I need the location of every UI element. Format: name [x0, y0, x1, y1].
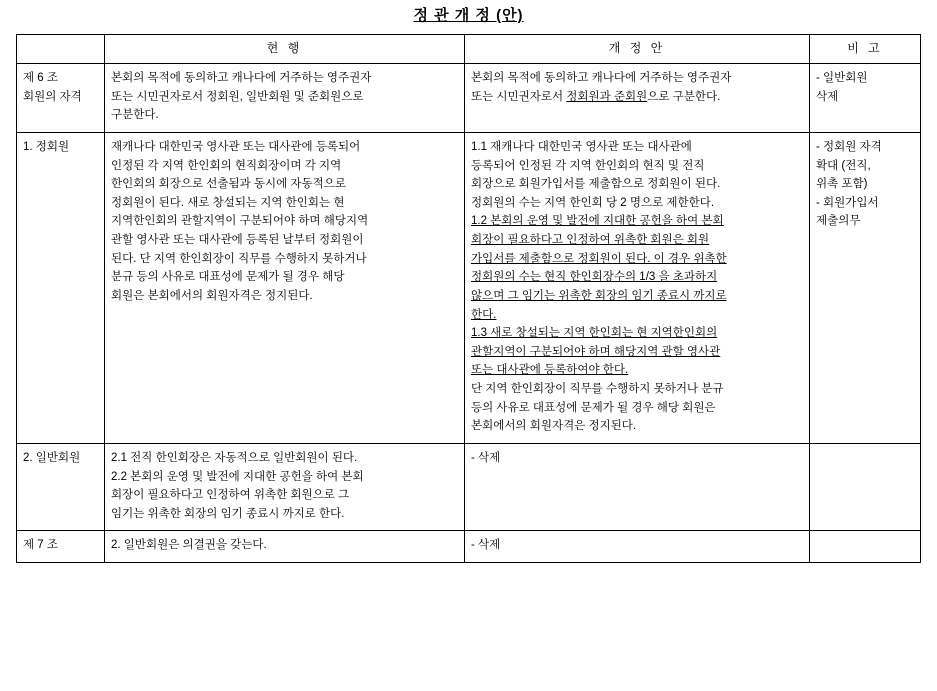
note-cell — [810, 531, 921, 563]
column-header-amended: 개 정 안 — [465, 35, 810, 64]
note-cell — [810, 443, 921, 531]
document-page — [0, 7, 937, 691]
row-label-cell: 제 6 조 회원의 자격 — [17, 64, 105, 133]
column-header-article — [17, 35, 105, 64]
amended-text-cell: - 삭제 — [465, 443, 810, 531]
current-text-cell: 본회의 목적에 동의하고 캐나다에 거주하는 영주권자 또는 시민권자로서 정회원, 일반회원 및 준회원으로 구분한다. — [105, 64, 465, 133]
column-header-note: 비 고 — [810, 35, 921, 64]
table-row — [17, 64, 921, 133]
column-header-current: 현 행 — [105, 35, 465, 64]
note-cell: - 정회원 자격 확대 (전직, 위촉 포함) - 회원가입서 제출의무 — [810, 132, 921, 443]
table-row — [17, 132, 921, 443]
current-text-cell: 2.1 전직 한인회장은 자동적으로 일반회원이 된다. 2.2 본회의 운영 및 발전에 지대한 공헌을 하여 본회 회장이 필요하다고 인정하여 위촉한 회원으로 그 임기는 위촉한 회장의 임기 종료시 까지로 한다. — [105, 443, 465, 531]
table-row — [17, 443, 921, 531]
row-label-cell: 1. 정회원 — [17, 132, 105, 443]
page-title: 정 관 개 정 (안) — [413, 7, 524, 24]
table-header-row — [17, 35, 921, 64]
row-label-cell: 제 7 조 — [17, 531, 105, 563]
note-cell: - 일반회원 삭제 — [810, 64, 921, 133]
amended-line-with-underline: 또는 시민권자로서 정회원과 준회원으로 구분한다. — [471, 90, 721, 103]
amended-text-cell: 본회의 목적에 동의하고 캐나다에 거주하는 영주권자 또는 시민권자로서 정회원과 준회원으로 구분한다. — [465, 64, 810, 133]
amendment-table — [16, 34, 921, 563]
current-text-cell: 재캐나다 대한민국 영사관 또는 대사관에 등록되어 인정된 각 지역 한인회의 현직회장이며 각 지역 한인회의 회장으로 선출됨과 동시에 자동적으로 정회원이 된다. 새로 창설되는 지역 한인회는 현 지역한인회의 관할지역이 구분되어야 하며 해당지역 관할 영사관 또는 대사관에 등록된 날부터 정회원이 된다. 단 지역 한인회장이 직무를 수행하지 못하거나 분규 등의 사유로 대표성에 문제가 될 경우 해당 회원은 본회에서의 회원자격은 정지된다. — [105, 132, 465, 443]
row-label-cell: 2. 일반회원 — [17, 443, 105, 531]
amended-text-cell: - 삭제 — [465, 531, 810, 563]
current-text-cell: 2. 일반회원은 의결권을 갖는다. — [105, 531, 465, 563]
table-row — [17, 531, 921, 563]
amended-text-cell: 1.1 재캐나다 대한민국 영사관 또는 대사관에 등록되어 인정된 각 지역 한인회의 현직 및 전직 회장으로 회원가입서를 제출함으로 정회원이 된다. 정회원의 수는 지역 한인회 당 2 명으로 제한한다. 1.2 본회의 운영 및 발전에 지대한 공헌을 하여 본회 회장이 필요하다고 인정하여 위촉한 회원은 회원 가입서를 제출함으로 정회원이 된다. 이 경우 위촉한 정회원의 수는 현직 한인회장수의 1/3 을 초과하지 않으며 그 임기는 위촉한 회장의 임기 종료시 까지로 한다. 1.3 새로 창설되는 지역 한인회는 현 지역한인회의 관할지역이 구분되어야 하며 해당지역 관할 영사관 또는 대사관에 등록하여야 한다. 단 지역 한인회장이 직무를 수행하지 못하거나 분규 등의 사유로 대표성에 문제가 될 경우 해당 회원은 본회에서의 회원자격은 정지된다. — [465, 132, 810, 443]
